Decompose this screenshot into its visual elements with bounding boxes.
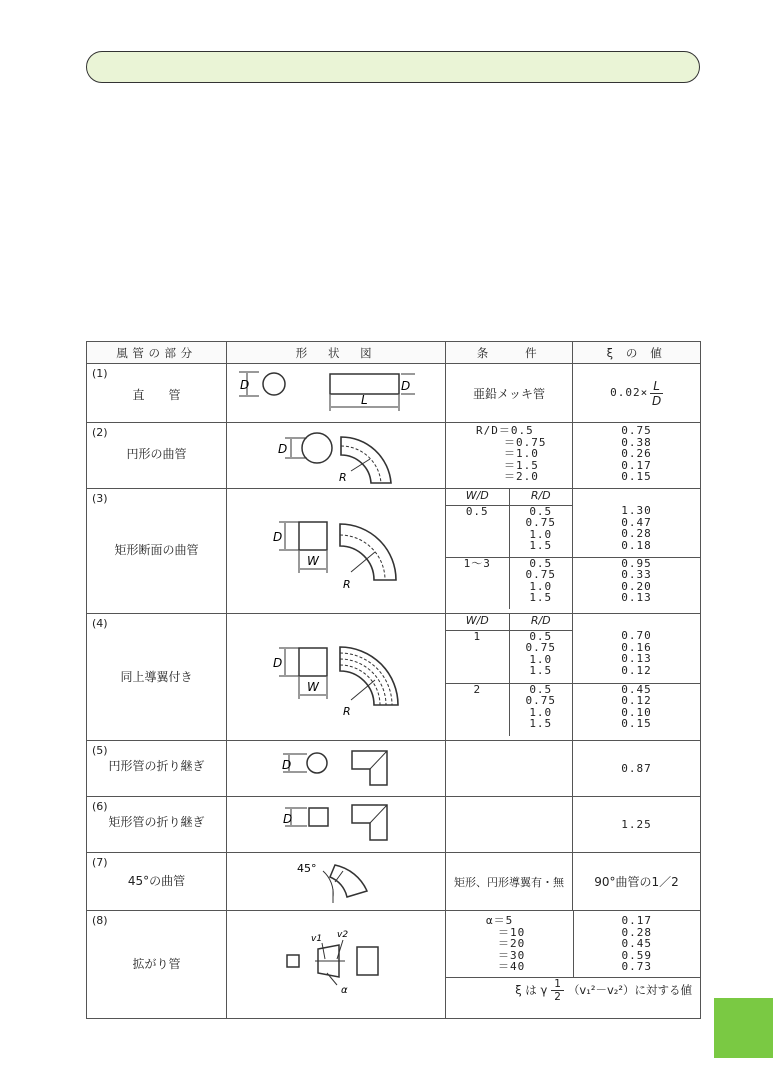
diffuser-diagram xyxy=(227,911,446,1015)
table-row xyxy=(87,614,701,741)
svg-text:D: D xyxy=(273,530,283,544)
svg-text:α: α xyxy=(341,985,348,996)
table-row xyxy=(87,853,701,911)
part-name: 矩形断面の曲管 xyxy=(114,543,199,557)
row-number: (6) xyxy=(92,800,108,813)
table-row xyxy=(87,423,701,489)
round-elbow-diagram xyxy=(227,423,446,485)
svg-text:D: D xyxy=(401,379,411,393)
table-row xyxy=(87,741,701,797)
table-row xyxy=(87,911,701,1019)
duct-loss-table xyxy=(86,341,701,1019)
value-cell: 0.87 xyxy=(573,741,701,797)
value-list: 0.70 0.16 0.13 0.12 xyxy=(621,629,652,677)
vaned-elbow-diagram xyxy=(227,614,446,737)
wd-value: 2 xyxy=(446,683,509,736)
header-value: ξ の 値 xyxy=(573,342,701,364)
condition-cell: 矩形、円形導翼有・無 xyxy=(446,853,573,911)
svg-text:45°: 45° xyxy=(297,862,317,875)
value-cell: 90°曲管の1／2 xyxy=(573,853,701,911)
svg-text:v1: v1 xyxy=(311,934,323,944)
row-number: (2) xyxy=(92,426,108,439)
svg-text:L: L xyxy=(361,393,368,407)
row-number: (1) xyxy=(92,367,108,380)
row-number: (4) xyxy=(92,617,108,630)
value-formula: 0.02× $\frac{L}{D}$ xyxy=(610,378,662,408)
row-number: (8) xyxy=(92,914,108,927)
part-name: 矩形管の折り継ぎ xyxy=(108,815,205,829)
svg-text:R: R xyxy=(343,705,351,718)
condition-list: α＝5 ＝10 ＝20 ＝30 ＝40 xyxy=(486,914,526,973)
rect-elbow-values xyxy=(573,489,700,609)
table-row xyxy=(87,364,701,423)
svg-text:W: W xyxy=(307,554,319,568)
rd-header: R/D xyxy=(509,489,572,505)
table-header-row xyxy=(87,342,701,364)
wd-header: W/D xyxy=(446,489,509,505)
wd-value: 1 xyxy=(446,630,509,683)
rd-list: 0.5 0.75 1.0 1.5 xyxy=(525,629,556,677)
part-name: 直 管 xyxy=(132,388,181,402)
svg-text:R: R xyxy=(343,578,351,591)
rect-elbow-diagram xyxy=(227,489,446,610)
svg-text:W: W xyxy=(307,680,319,694)
rect-miter-diagram xyxy=(227,797,446,849)
vaned-elbow-values xyxy=(573,614,700,736)
row-number: (5) xyxy=(92,744,108,757)
row-number: (7) xyxy=(92,856,108,869)
section-title-banner xyxy=(86,51,700,83)
value-list: 0.45 0.12 0.10 0.15 xyxy=(621,682,652,730)
svg-text:D: D xyxy=(240,378,250,392)
value-list: 0.95 0.33 0.20 0.13 xyxy=(621,556,652,604)
value-cell: 1.25 xyxy=(573,797,701,853)
part-name: 拡がり管 xyxy=(132,957,181,971)
straight-pipe-diagram xyxy=(227,364,446,419)
value-list: 0.75 0.38 0.26 0.17 0.15 xyxy=(621,424,652,483)
header-condition: 条 件 xyxy=(446,342,573,364)
rd-list: 0.5 0.75 1.0 1.5 xyxy=(525,682,556,730)
svg-text:D: D xyxy=(283,812,293,826)
part-name: 円形の曲管 xyxy=(126,447,187,461)
svg-text:D: D xyxy=(273,656,283,670)
header-part: 風管の部分 xyxy=(87,342,227,364)
part-name: 45°の曲管 xyxy=(127,874,186,888)
diffuser-values xyxy=(446,911,700,1014)
page-tab-marker xyxy=(714,998,773,1058)
rect-elbow-conditions xyxy=(446,489,572,609)
svg-text:D: D xyxy=(278,442,288,456)
svg-text:D: D xyxy=(282,758,292,772)
svg-text:R: R xyxy=(339,471,347,484)
wd-header: W/D xyxy=(446,614,509,630)
table-row xyxy=(87,489,701,614)
table-row xyxy=(87,797,701,853)
rd-list: 0.5 0.75 1.0 1.5 xyxy=(525,556,556,604)
rd-list: 0.5 0.75 1.0 1.5 xyxy=(525,504,556,552)
part-name: 円形管の折り継ぎ xyxy=(108,759,205,773)
definition-note: ξ は γ 1 2 （v₁²－v₂²）に対する値 xyxy=(515,977,692,1003)
wd-value: 0.5 xyxy=(446,505,509,557)
svg-text:v2: v2 xyxy=(337,930,349,940)
condition-cell xyxy=(446,741,573,797)
wd-value: 1～3 xyxy=(446,557,509,609)
value-list: 0.17 0.28 0.45 0.59 0.73 xyxy=(621,914,652,973)
round-miter-diagram xyxy=(227,741,446,793)
rd-header: R/D xyxy=(509,614,572,630)
value-list: 1.30 0.47 0.28 0.18 xyxy=(621,504,652,552)
condition-cell xyxy=(446,797,573,853)
part-name: 同上導翼付き xyxy=(120,670,193,684)
elbow-45-diagram xyxy=(227,853,446,907)
condition-list: R/D＝0.5 ＝0.75 ＝1.0 ＝1.5 ＝2.0 xyxy=(476,424,547,483)
row-number: (3) xyxy=(92,492,108,505)
vaned-elbow-conditions xyxy=(446,614,572,736)
condition-cell: 亜鉛メッキ管 xyxy=(446,364,573,423)
header-shape: 形 状 図 xyxy=(227,342,446,364)
